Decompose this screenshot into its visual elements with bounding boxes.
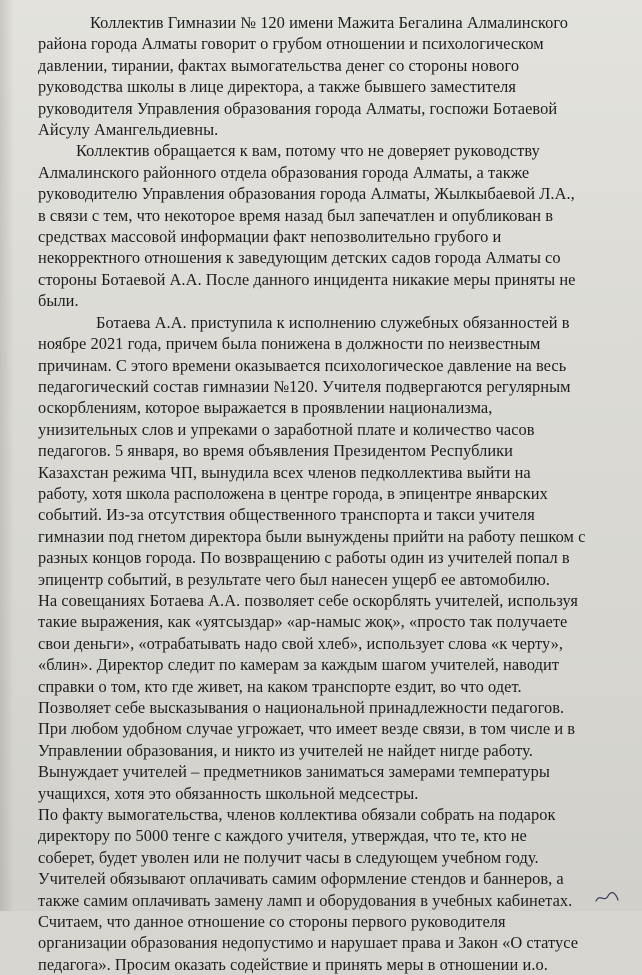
text-line: также самим оплачивать замену ламп и оборудования в учебных кабинетах. [38, 890, 573, 910]
text-line: унизительных слов и упреками о заработной плате и количество часов [38, 419, 535, 439]
text-line: Коллектив Гимназии № 120 имени Мажита Бегалина Алмалинского [90, 13, 568, 32]
text-line: руководства школы в лице директора, а также бывшего заместителя [38, 77, 516, 97]
text-line: педагогический состав гимназии №120. Учителя подвергаются регулярным [38, 376, 571, 396]
text-line: Алмалинского районного отдела образования города Алматы, а также [38, 162, 530, 182]
document-body [38, 12, 622, 975]
page-edge-shadow [0, 0, 14, 911]
text-line: ноябре 2021 года, причем была понижена в должности по неизвестным [38, 334, 541, 354]
text-line: Считаем, что данное отношение со стороны первого руководителя [38, 912, 506, 932]
text-line: событий. Из-за отсутствия общественного транспорта и такси учителя [38, 505, 535, 525]
text-line: стороны Ботаевой А.А. После данного инцидента никакие меры приняты не [38, 269, 576, 289]
text-line: разных концов города. По возвращению с работы один из учителей попал в [38, 548, 570, 568]
text-line: оскорблениям, которое выражается в проявлении национализма, [38, 398, 493, 418]
text-line: педагога». Просим оказать содействие и принять меры в отношении и.о. [38, 954, 548, 974]
text-line: учащихся, хотя это обязанность школьной медсестры. [38, 783, 419, 803]
text-line: средствах массовой информации факт непозволительно грубого и [38, 227, 502, 247]
text-line: организации образования недопустимо и нарушает права и Закон «О статусе [38, 933, 579, 953]
text-line: гимназии под гнетом директора были вынуждены прийти на работу пешком с [38, 526, 586, 546]
paragraph-2 [38, 140, 622, 311]
text-line: работу, хотя школа расположена в центре города, в эпицентре январских [38, 483, 548, 503]
text-line: соберет, будет уволен или не получит часы в следующем учебном году. [38, 847, 539, 867]
text-line: в связи с тем, что некоторое время назад был запечатлен и опубликован в [38, 205, 554, 225]
text-line: свои деньги», «отрабатывать надо свой хлеб», использует слова «к черту», [38, 633, 564, 653]
text-line: района города Алматы говорит о грубом отношении и психологическом [38, 34, 544, 54]
text-line: руководителя Управления образования города Алматы, госпожи Ботаевой [38, 98, 558, 118]
text-line: Учителей обязывают оплачивать самим оформление стендов и баннеров, а [38, 869, 564, 889]
text-line: педагогов. 5 января, во время объявления Президентом Республики [38, 441, 513, 461]
text-line: некорректного отношения к заведующим детских садов города Алматы со [38, 248, 561, 268]
text-line: давлении, тирании, фактах вымогательства денег со стороны нового [38, 55, 520, 75]
text-line: При любом удобном случае угрожает, что имеет везде связи, в том числе и в [38, 719, 576, 739]
text-line: Вынуждает учителей – предметников заниматься замерами температуры [38, 762, 550, 782]
text-line: эпицентр событий, в результате чего был нанесен ущерб ее автомобилю. [38, 569, 550, 589]
text-line: руководителю Управления образования города Алматы, Жылкыбаевой Л.А., [38, 184, 575, 204]
text-line: директору по 5000 тенге с каждого учителя, утверждая, что те, кто не [38, 826, 527, 846]
text-line: На совещаниях Ботаева А.А. позволяет себе оскорблять учителей, используя [38, 590, 578, 610]
text-line: Казахстан режима ЧП, вынудила всех членов педколлектива выйти на [38, 462, 531, 482]
text-line: Позволяет себе высказывания о национальной принадлежности педагогов. [38, 698, 565, 717]
text-line: «блин». Директор следит по камерам за каждым шагом учителей, наводит [38, 655, 560, 675]
paragraph-1 [38, 12, 622, 140]
text-line: По факту вымогательства, членов коллектива обязали собрать на подарок [38, 805, 556, 825]
text-line: Ботаева А.А. приступила к исполнению служебных обязанностей в [96, 312, 570, 332]
text-line: Управлении образования, и никто из учителей не найдет нигде работу. [38, 740, 533, 760]
text-line: были. [38, 291, 79, 311]
paragraph-3 [38, 312, 622, 975]
text-line: Айсулу Амангельдиевны. [38, 120, 219, 140]
text-line: справки о том, кто где живет, на каком транспорте ездит, во что одет. [38, 676, 522, 696]
text-line: Коллектив обращается к вам, потому что не доверяет руководству [76, 141, 540, 161]
text-line: такие выражения, как «уятсыздар» «ар-намыс жоқ», «просто так получаете [38, 612, 568, 632]
text-line: причинам. С этого времени оказывается психологическое давление на весь [38, 355, 567, 375]
